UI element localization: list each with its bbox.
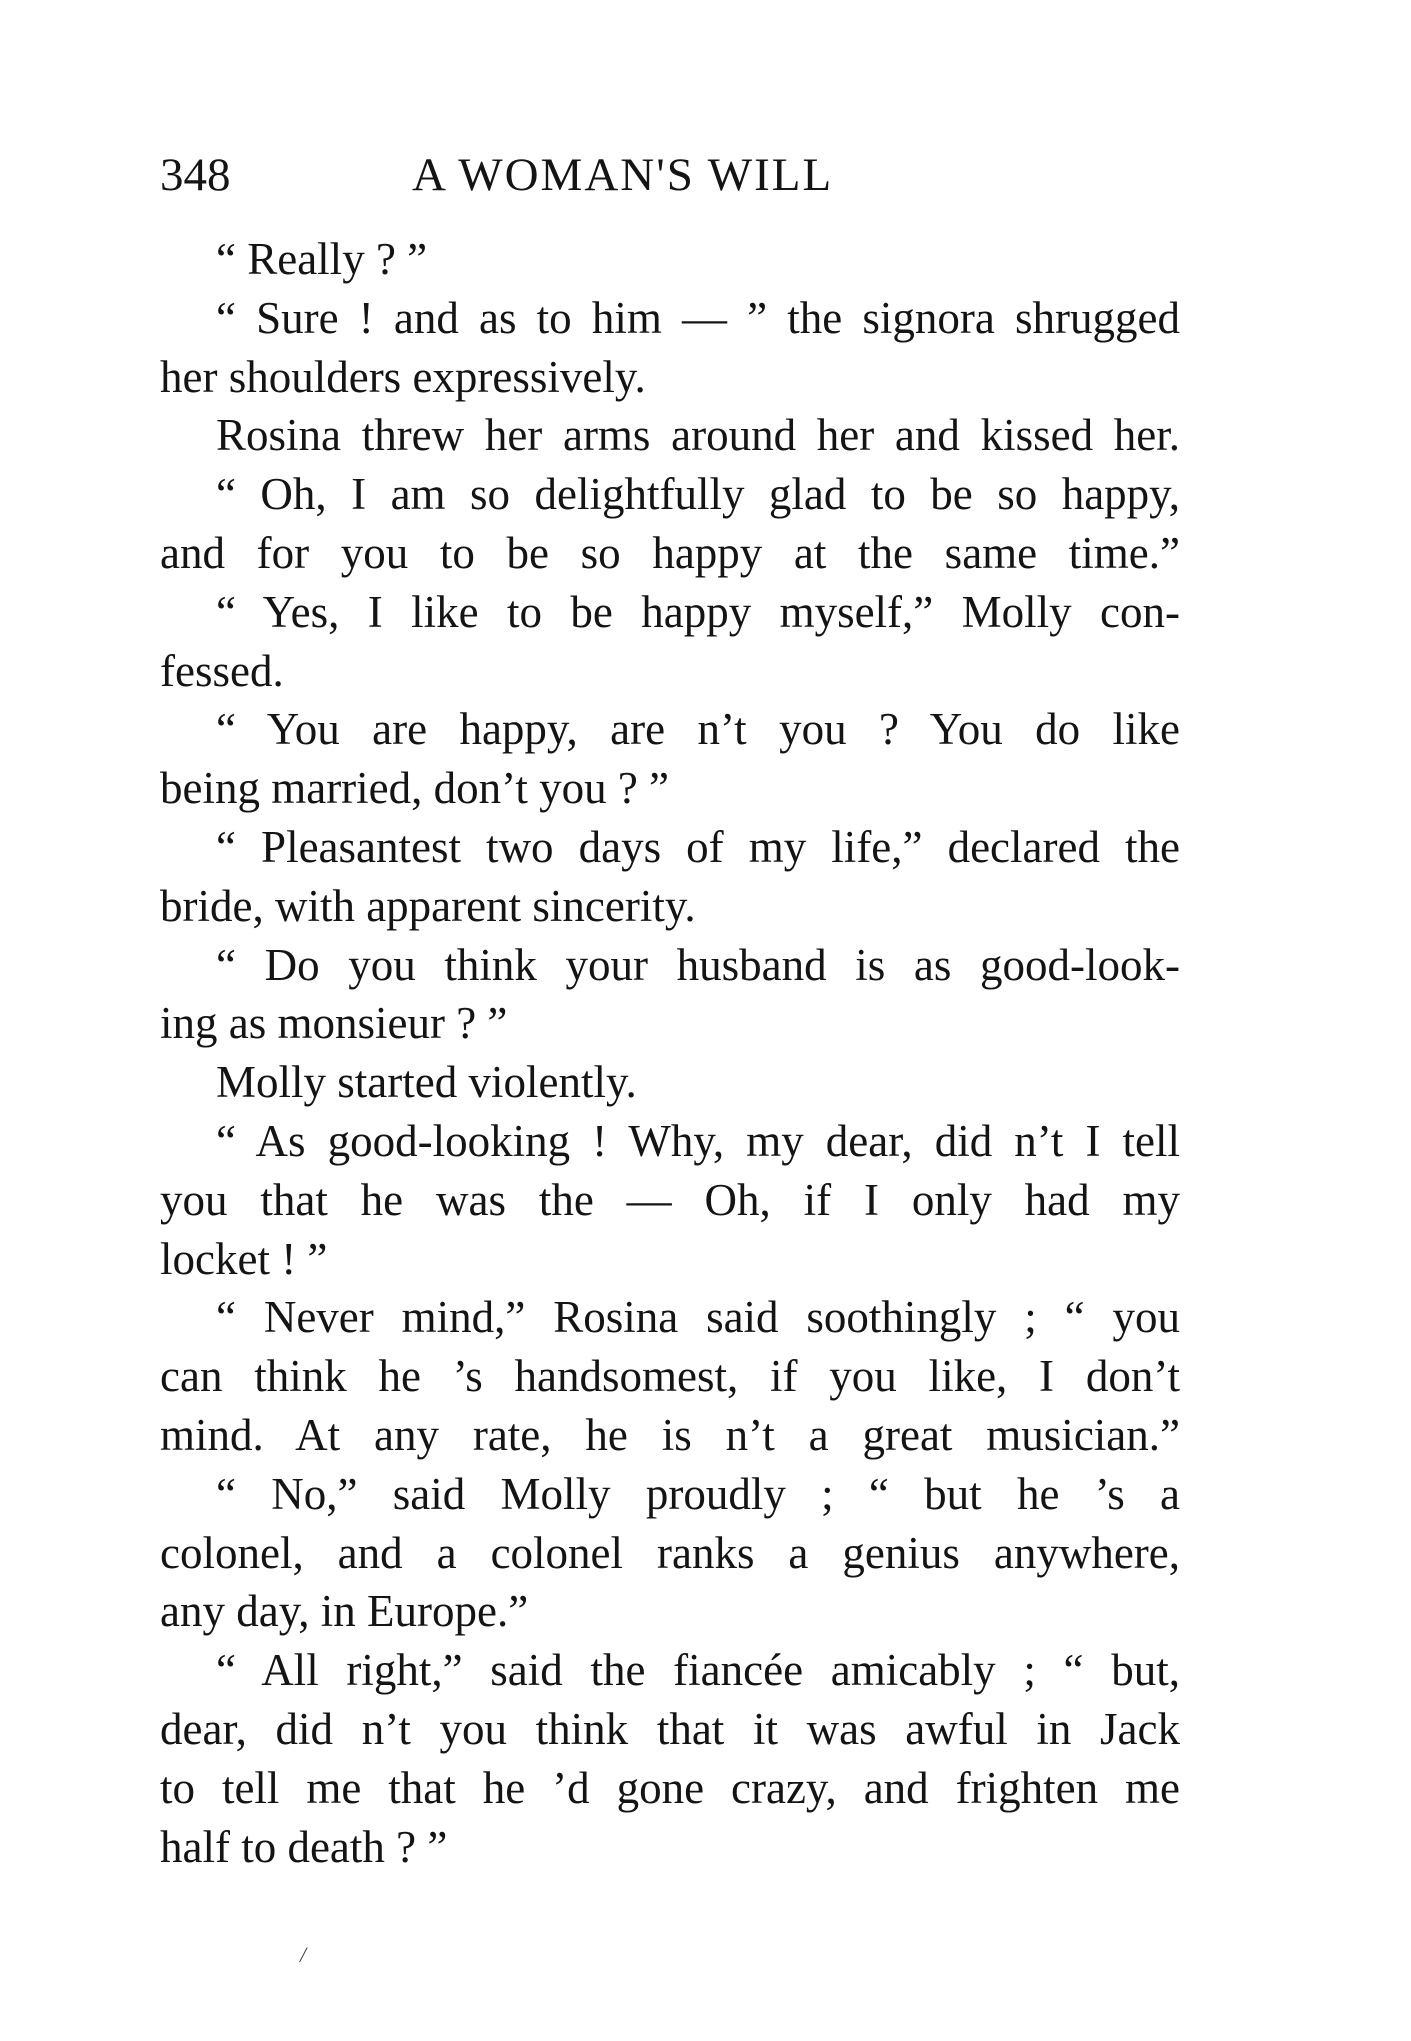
text-line: “ Never mind,” Rosina said soothingly ; “ you xyxy=(216,1292,1180,1343)
text-line: colonel, and a colonel ranks a genius anywhere, xyxy=(160,1527,1180,1578)
text-line: bride, with apparent sincerity. xyxy=(160,880,696,931)
text-line: “ As good-looking ! Why, my dear, did n’t I tell xyxy=(216,1115,1180,1166)
text-line: dear, did n’t you think that it was awful in Jack xyxy=(160,1703,1180,1754)
text-line: “ Oh, I am so delightfully glad to be so happy, xyxy=(216,469,1180,520)
text-line: “ Yes, I like to be happy myself,” Molly con- xyxy=(216,586,1180,637)
text-line: “ You are happy, are n’t you ? You do like xyxy=(216,704,1180,755)
text-line: “ Pleasantest two days of my life,” declared the xyxy=(216,821,1180,872)
text-line: can think he ’s handsomest, if you like, I don’t xyxy=(160,1351,1180,1402)
text-line: to tell me that he ’d gone crazy, and frighten me xyxy=(160,1762,1180,1813)
text-line: “ All right,” said the fiancée amicably ; “ but, xyxy=(216,1645,1180,1696)
text-line: being married, don’t you ? ” xyxy=(160,763,670,814)
stray-pen-mark: / xyxy=(300,1942,307,1967)
text-line: Molly started violently. xyxy=(216,1057,637,1108)
body-text xyxy=(160,230,1180,1876)
text-line: Rosina threw her arms around her and kissed her. xyxy=(216,410,1180,461)
text-line: you that he was the — Oh, if I only had my xyxy=(160,1174,1180,1225)
text-line: ing as monsieur ? ” xyxy=(160,998,508,1049)
text-line: “ Really ? ” xyxy=(216,234,428,284)
running-title: A WOMAN'S WILL xyxy=(412,149,834,201)
text-line: fessed. xyxy=(160,645,284,696)
text-line: “ Sure ! and as to him — ” the signora shrugged xyxy=(216,292,1180,343)
text-line: half to death ? ” xyxy=(160,1821,448,1872)
text-line: any day, in Europe.” xyxy=(160,1586,529,1637)
page-number: 348 xyxy=(160,149,231,201)
text-line: “ Do you think your husband is as good-look- xyxy=(216,939,1180,990)
page-header xyxy=(160,140,1180,210)
text-line: locket ! ” xyxy=(160,1233,328,1284)
text-line: mind. At any rate, he is n’t a great musician.” xyxy=(160,1409,1180,1460)
text-line: “ No,” said Molly proudly ; “ but he ’s a xyxy=(216,1468,1180,1519)
text-line: and for you to be so happy at the same time.” xyxy=(160,527,1180,578)
text-line: her shoulders expressively. xyxy=(160,351,646,402)
